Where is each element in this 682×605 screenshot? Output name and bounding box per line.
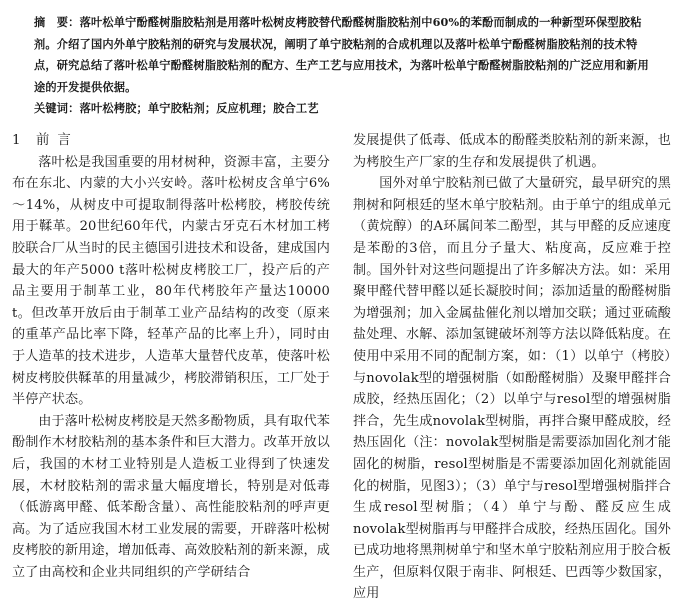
body-paragraph-continued: 发展提供了低毒、低成本的酚醛类胶粘剂的新来源，也为栲胶生产厂家的生存和发展提供了机遇。 — [353, 133, 671, 170]
body-paragraph: 由于落叶松树皮栲胶是天然多酚物质，具有取代苯酚制作木材胶粘剂的基本条件和巨大潜力。改革开放以后，我国的木材工业特别是人造板工业得到了快速发展，木材胶粘剂的需求量大幅度增长，特别是对低毒（低游离甲醛、低苯酚含量）、高性能胶粘剂的呼声更高。为了适应我国木材工业发展的需要，开辟落叶松树皮栲胶的新用途，增加低毒、高效胶粘剂的新来源，成立了由高校和企业共同组织的产学研结合 — [12, 413, 330, 580]
keywords-text: 落叶松栲胶；单宁胶粘剂；反应机理；胶合工艺 — [79, 101, 319, 115]
keywords-label: 关键词： — [34, 101, 80, 115]
right-column — [353, 130, 671, 605]
abstract-block — [34, 12, 654, 120]
body-paragraph: 国外对单宁胶粘剂已做了大量研究，最早研究的黑荆树和阿根廷的坚木单宁胶粘剂。由于单宁的组成单元（黄烷醇）的A环属间苯二酚型，其与甲醛的反应速度是苯酚的3倍，而且分子量大、粘度高，反应难于控制。国外针对这些问题提出了许多解决方法。如：采用聚甲醛代替甲醛以延长凝胶时间；添加适量的酚醛树脂为增强剂；加入金属盐催化剂以增加交联；通过亚硫酸盐处理、水解、添加氢键破坏剂等方法以降低粘度。在使用中采用不同的配制方案，如：（1）以单宁（栲胶）与novolak型的增强树脂（如酚醛树脂）及聚甲醛拌合成胶，经热压固化；（2）以单宁与resol型的增强树脂拌合，先生成novolak型树脂，再拌合聚甲醛成胶，经热压固化（注：novolak型树脂是需要添加固化剂才能固化的树脂，resol型树脂是不需要添加固化剂就能固化的树脂，见图3）；（3）单宁与resol型增强树脂拌合生成resol型树脂；（4）单宁与酚、醛反应生成novolak型树脂再与甲醛拌合成胶，经热压固化。国外已成功地将黑荆树单宁和坚木单宁胶粘剂应用于胶合板生产，但原料仅限于南非、阿根廷、巴西等少数国家，应用 — [353, 176, 671, 602]
section-title: 前言 — [36, 133, 79, 148]
abstract-paragraph — [34, 12, 654, 98]
section-number: 1 — [12, 133, 21, 148]
abstract-label: 摘 要： — [34, 15, 80, 29]
body-paragraph: 落叶松是我国重要的用材树种，资源丰富，主要分布在东北、内蒙的大小兴安岭。落叶松树皮含单宁6%～14%，从树皮中可提取制得落叶松栲胶，栲胶传统用于鞣革。20世纪60年代，内蒙古牙克石木材加工栲胶联合厂从当时的民主德国引进技术和设备，建成国内最大的年产5000 t落叶松树皮栲胶工厂，投产后的产品主要用于制革工业，80年代栲胶年产量达10000 t。但改革开放后由于制革工业产品结构的改变（原来的重革产品比率下降，轻革产品的比率上升），同时由于人造革的技术进步，人造革大量替代皮革，使落叶松树皮栲胶供鞣革的用量减少，栲胶滞销积压，工厂处于半停产状态。 — [12, 154, 330, 408]
left-column — [12, 130, 330, 583]
section-heading — [12, 130, 330, 152]
abstract-text: 落叶松单宁酚醛树脂胶粘剂是用落叶松树皮栲胶替代酚醛树脂胶粘剂中60%的苯酚而制成的一种新型环保型胶粘剂。介绍了国内外单宁胶粘剂的研究与发展状况，阐明了单宁胶粘剂的合成机理以及落叶松单宁酚醛树脂胶粘剂的技术特点，研究总结了落叶松单宁酚醛树脂胶粘剂的配方、生产工艺与应用技术，为落叶松单宁酚醛树脂胶粘剂的广泛应用和新用途的开发提供依据。 — [34, 15, 649, 94]
keywords-line — [34, 98, 654, 120]
